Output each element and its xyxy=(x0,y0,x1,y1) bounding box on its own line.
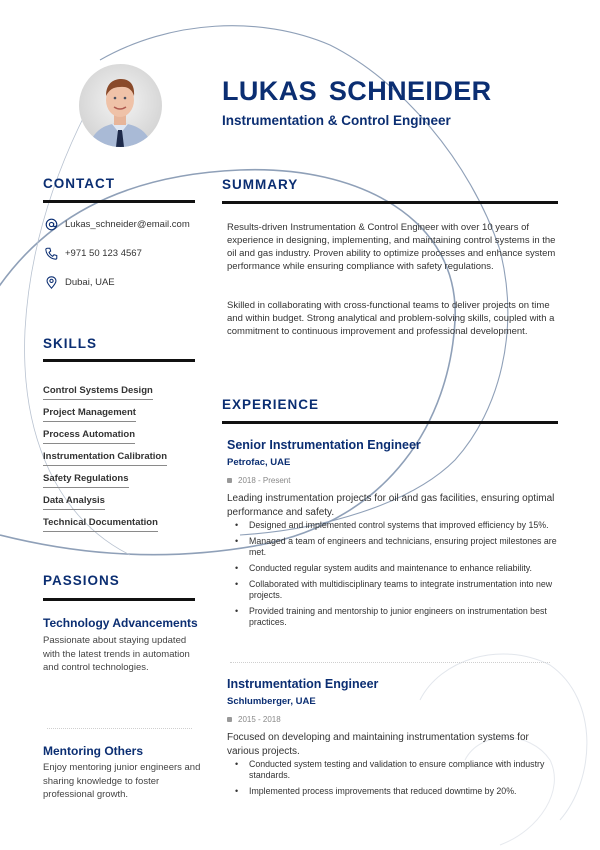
job-bullets xyxy=(227,759,557,797)
contact-location xyxy=(44,275,115,289)
experience-heading: EXPERIENCE xyxy=(222,397,320,412)
calendar-icon xyxy=(227,478,232,483)
person-avatar-icon xyxy=(79,64,162,147)
profile-photo xyxy=(79,64,162,147)
experience-entry xyxy=(227,438,557,633)
contact-email[interactable] xyxy=(44,217,190,231)
job-dates-text: 2015 - 2018 xyxy=(238,715,281,724)
job-company: Petrofac, UAE xyxy=(227,457,291,468)
job-bullet: • Conducted system testing and validation to ensure compliance with industry standards. xyxy=(227,759,557,781)
job-dates xyxy=(227,715,557,724)
skills-list xyxy=(43,380,203,534)
job-title: Instrumentation Engineer xyxy=(227,677,379,691)
contact-email-text: Lukas_schneider@email.com xyxy=(65,218,190,230)
skill-item: Control Systems Design xyxy=(43,385,153,400)
job-bullet: • Collaborated with multidisciplinary teams to integrate instrumentation into new projects. xyxy=(227,579,557,601)
job-bullet: • Managed a team of engineers and technicians, ensuring project milestones are met. xyxy=(227,536,557,558)
skills-rule xyxy=(43,359,195,362)
passion-item xyxy=(43,743,201,802)
passions-heading: PASSIONS xyxy=(43,573,120,588)
contact-phone[interactable] xyxy=(44,246,142,260)
passion-item xyxy=(43,615,201,675)
job-bullet: • Designed and implemented control systems that improved efficiency by 15%. xyxy=(227,520,557,531)
contact-rule xyxy=(43,200,195,203)
contact-heading: CONTACT xyxy=(43,176,115,191)
job-description: Leading instrumentation projects for oil and gas facilities, ensuring optimal performance and safety. xyxy=(227,493,555,518)
summary-paragraph: Skilled in collaborating with cross-functional teams to deliver projects on time and within budget. Strong analytical and problem-solving skills, coupled with a commitment to continuous improvement and professional development. xyxy=(227,300,555,337)
job-title-headline: Instrumentation & Control Engineer xyxy=(222,113,451,128)
location-pin-icon xyxy=(44,275,58,289)
passion-title: Mentoring Others xyxy=(43,744,144,758)
job-description: Focused on developing and maintaining instrumentation systems for various projects. xyxy=(227,732,529,757)
skill-item: Instrumentation Calibration xyxy=(43,451,167,466)
experience-rule xyxy=(222,421,558,424)
job-title: Senior Instrumentation Engineer xyxy=(227,438,421,452)
skill-item: Data Analysis xyxy=(43,495,105,510)
candidate-name: LUKAS SCHNEIDER xyxy=(222,76,492,106)
experience-divider xyxy=(230,662,550,663)
passion-title: Technology Advancements xyxy=(43,616,198,630)
skill-item: Safety Regulations xyxy=(43,473,129,488)
summary-heading: SUMMARY xyxy=(222,177,299,192)
at-icon xyxy=(44,217,58,231)
passions-rule xyxy=(43,598,195,601)
job-dates xyxy=(227,476,557,485)
passion-text: Passionate about staying updated with the latest trends in automation and control technologies. xyxy=(43,635,190,673)
phone-icon xyxy=(44,246,58,260)
skill-item: Technical Documentation xyxy=(43,517,158,532)
summary-rule xyxy=(222,201,558,204)
job-company: Schlumberger, UAE xyxy=(227,696,316,707)
job-dates-text: 2018 - Present xyxy=(238,476,291,485)
passion-text: Enjoy mentoring junior engineers and sharing knowledge to foster professional growth. xyxy=(43,762,201,800)
skill-item: Project Management xyxy=(43,407,136,422)
job-bullets xyxy=(227,520,557,628)
experience-entry xyxy=(227,677,557,802)
skill-item: Process Automation xyxy=(43,429,135,444)
contact-phone-text: +971 50 123 4567 xyxy=(65,247,142,259)
summary-paragraph: Results-driven Instrumentation & Control Engineer with over 10 years of experience in designing, implementing, and maintaining control systems in the oil and gas industry. Proven ability to optimize processes and enhance system performance while ensuring compliance with safety regulations. xyxy=(227,222,556,272)
calendar-icon xyxy=(227,717,232,722)
skills-heading: SKILLS xyxy=(43,336,98,351)
contact-location-text: Dubai, UAE xyxy=(65,276,115,288)
job-bullet: • Implemented process improvements that reduced downtime by 20%. xyxy=(227,786,557,797)
job-bullet: • Provided training and mentorship to junior engineers on instrumentation best practices. xyxy=(227,606,557,628)
passion-divider xyxy=(47,728,192,729)
job-bullet: • Conducted regular system audits and maintenance to enhance reliability. xyxy=(227,563,557,574)
